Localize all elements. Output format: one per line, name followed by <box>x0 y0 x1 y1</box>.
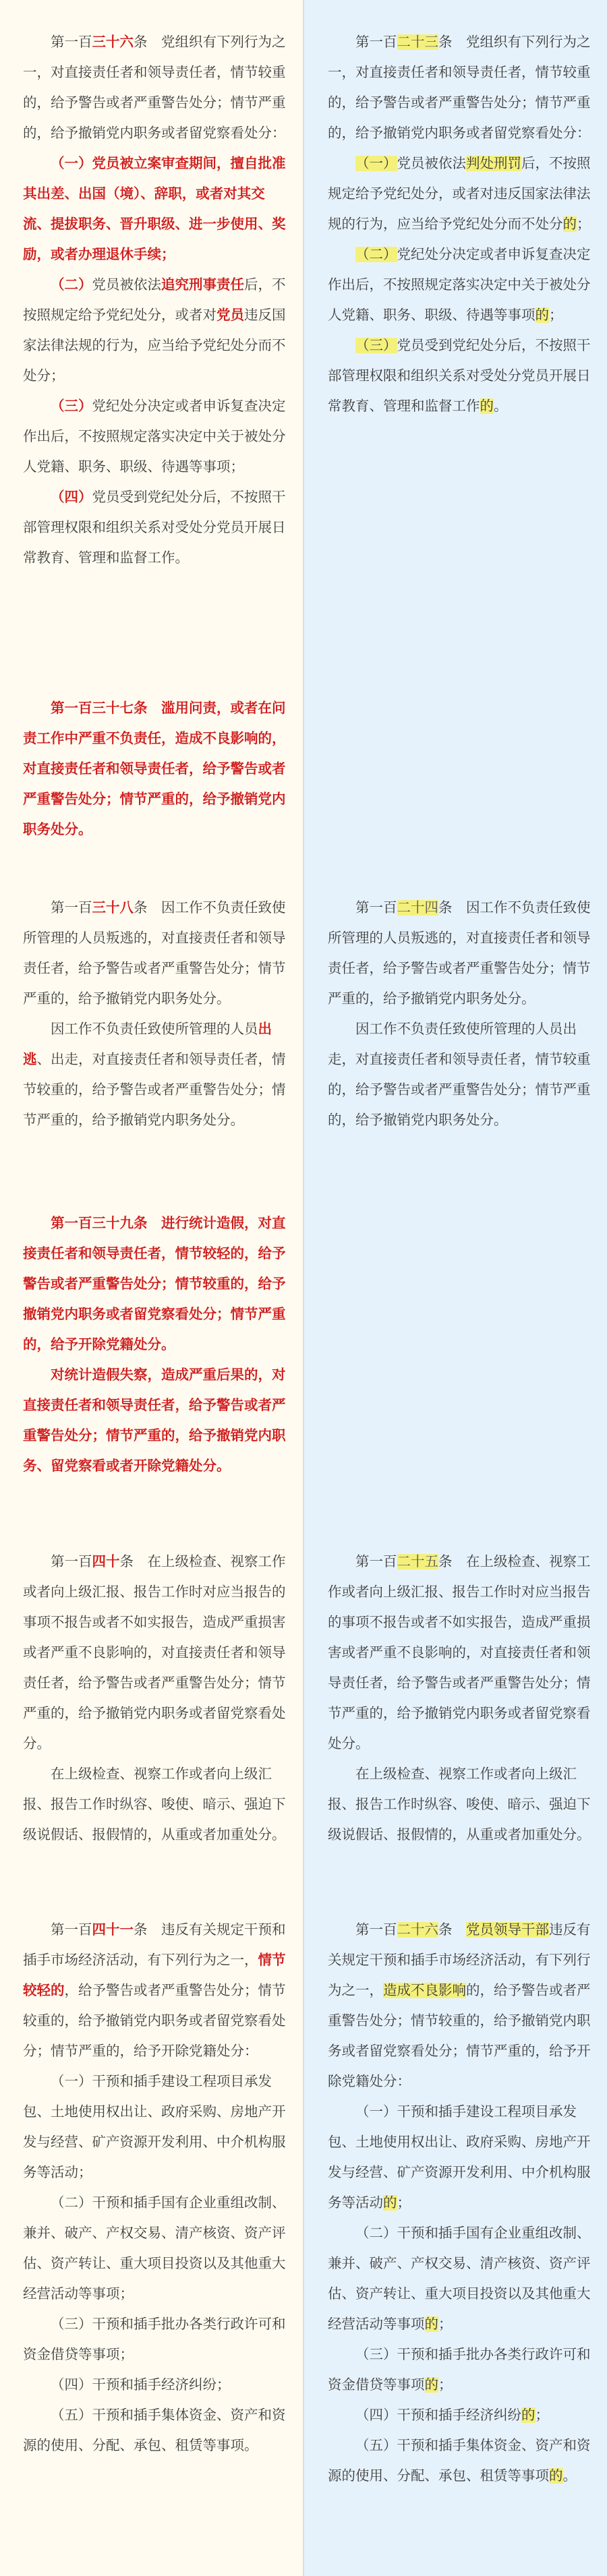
article-123-item-1: （一）党员被依法判处刑罚后，不按照规定给予党纪处分，或者对违反国家法律法规的行为，应当给予党纪处分而不处分的； <box>328 156 591 232</box>
article-123-item-2: （二）党纪处分决定或者申诉复查决定作出后，不按照规定落实决定中关于被处分人党籍、职务、职级、待遇等事项的； <box>328 247 591 323</box>
article-141-intro: 第一百四十一条 违反有关规定干预和插手市场经济活动，有下列行为之一，情节较轻的，给予警告或者严重警告处分；情节较重的，给予撤销党内职务或者留党察看处分；情节严重的，给予开除党籍处分： <box>23 1922 286 2059</box>
article-139 <box>23 1208 286 1481</box>
article-141-item-2: （二）干预和插手国有企业重组改制、兼并、破产、产权交易、清产核资、资产评估、资产转让、重大项目投资以及其他重大经营活动等事项； <box>23 2195 286 2302</box>
article-136-item-1: （一）党员被立案审查期间，擅自批准其出差、出国（境）、辞职，或者对其交流、提拔职务、晋升职级、进一步使用、奖励，或者办理退休手续； <box>23 156 286 262</box>
article-126-intro: 第一百二十六条 党员领导干部违反有关规定干预和插手市场经济活动，有下列行为之一，造成不良影响的，给予警告或者严重警告处分；情节较重的，给予撤销党内职务或者留党察看处分；情节严重的，给予开除党籍处分： <box>328 1922 591 2089</box>
article-126-item-4: （四）干预和插手经济纠纷的； <box>355 2407 549 2423</box>
article-139-para-1: 第一百三十九条 进行统计造假，对直接责任者和领导责任者，情节较轻的，给予警告或者严重警告处分；情节较重的，给予撤销党内职务或者留党察看处分；情节严重的，给予开除党籍处分。 <box>23 1216 286 1352</box>
article-126 <box>328 1915 594 2491</box>
article-136-item-4: （四）党员受到党纪处分后，不按照干部管理权限和组织关系对受处分党员开展日常教育、管理和监督工作。 <box>23 489 286 566</box>
article-126-item-3: （三）干预和插手批办各类行政许可和资金借贷等事项的； <box>328 2347 591 2393</box>
article-138-para-2: 因工作不负责任致使所管理的人员出逃、出走，对直接责任者和领导责任者，情节较重的，给予警告或者严重警告处分；情节严重的，给予撤销党内职务处分。 <box>23 1021 286 1128</box>
article-136 <box>23 27 286 573</box>
article-136-intro: 第一百三十六条 党组织有下列行为之一，对直接责任者和领导责任者，情节较重的，给予警告或者严重警告处分；情节严重的，给予撤销党内职务或者留党察看处分： <box>23 34 286 141</box>
article-140 <box>23 1547 286 1850</box>
article-126-item-5: （五）干预和插手集体资金、资产和资源的使用、分配、承包、租赁等事项的。 <box>328 2438 591 2484</box>
article-141 <box>23 1915 286 2461</box>
article-141-item-4: （四）干预和插手经济纠纷； <box>51 2377 231 2393</box>
article-138 <box>23 893 286 1135</box>
article-124-para-2: 因工作不负责任致使所管理的人员出走，对直接责任者和领导责任者，情节较重的，给予警告或者严重警告处分；情节严重的，给予撤销党内职务处分。 <box>328 1021 591 1128</box>
article-123-item-3: （三）党员受到党纪处分后，不按照干部管理权限和组织关系对受处分党员开展日常教育、管理和监督工作的。 <box>328 338 591 414</box>
article-124 <box>328 893 594 1135</box>
article-125-para-1: 第一百二十五条 在上级检查、视察工作或者向上级汇报、报告工作时对应当报告的事项不报告或者不如实报告，造成严重损害或者严重不良影响的，对直接责任者和领导责任者，给予警告或者严重警告处分；情节严重的，给予撤销党内职务或者留党察看处分。 <box>328 1554 591 1751</box>
article-140-para-1: 第一百四十条 在上级检查、视察工作或者向上级汇报、报告工作时对应当报告的事项不报告或者不如实报告，造成严重损害或者严重不良影响的，对直接责任者和领导责任者，给予警告或者严重警告处分；情节严重的，给予撤销党内职务或者留党察看处分。 <box>23 1554 286 1751</box>
article-125-para-2: 在上级检查、视察工作或者向上级汇报、报告工作时纵容、唆使、暗示、强迫下级说假话、报假情的，从重或者加重处分。 <box>328 1766 591 1843</box>
article-123-intro: 第一百二十三条 党组织有下列行为之一，对直接责任者和领导责任者，情节较重的，给予警告或者严重警告处分；情节严重的，给予撤销党内职务或者留党察看处分： <box>328 34 591 141</box>
article-126-item-2: （二）干预和插手国有企业重组改制、兼并、破产、产权交易、清产核资、资产评估、资产转让、重大项目投资以及其他重大经营活动等事项的； <box>328 2225 591 2332</box>
article-123 <box>328 27 594 421</box>
column-divider <box>303 0 304 2576</box>
article-139-para-2: 对统计造假失察，造成严重后果的，对直接责任者和领导责任者，给予警告或者严重警告处分；情节严重的，给予撤销党内职务、留党察看或者开除党籍处分。 <box>23 1367 286 1474</box>
article-137-text: 第一百三十七条 滥用问责，或者在问责工作中严重不负责任，造成不良影响的，对直接责任者和领导责任者，给予警告或者严重警告处分；情节严重的，给予撤销党内职务处分。 <box>23 700 286 837</box>
article-136-item-3: （三）党纪处分决定或者申诉复查决定作出后，不按照规定落实决定中关于被处分人党籍、职务、职级、待遇等事项； <box>23 398 286 475</box>
article-137 <box>23 693 286 845</box>
article-140-para-2: 在上级检查、视察工作或者向上级汇报、报告工作时纵容、唆使、暗示、强迫下级说假话、报假情的，从重或者加重处分。 <box>23 1766 286 1843</box>
article-141-item-1: （一）干预和插手建设工程项目承发包、土地使用权出让、政府采购、房地产开发与经营、矿产资源开发利用、中介机构服务等活动； <box>23 2074 286 2180</box>
article-124-para-1: 第一百二十四条 因工作不负责任致使所管理的人员叛逃的，对直接责任者和领导责任者，给予警告或者严重警告处分；情节严重的，给予撤销党内职务处分。 <box>328 900 591 1007</box>
article-126-item-1: （一）干预和插手建设工程项目承发包、土地使用权出让、政府采购、房地产开发与经营、矿产资源开发利用、中介机构服务等活动的； <box>328 2104 591 2211</box>
article-141-item-3: （三）干预和插手批办各类行政许可和资金借贷等事项； <box>23 2316 286 2362</box>
article-136-item-2: （二）党员被依法追究刑事责任后，不按照规定给予党纪处分，或者对党员违反国家法律法规的行为，应当给予党纪处分而不处分； <box>23 277 286 384</box>
article-138-para-1: 第一百三十八条 因工作不负责任致使所管理的人员叛逃的，对直接责任者和领导责任者，给予警告或者严重警告处分；情节严重的，给予撤销党内职务处分。 <box>23 900 286 1007</box>
article-141-item-5: （五）干预和插手集体资金、资产和资源的使用、分配、承包、租赁等事项。 <box>23 2407 286 2453</box>
article-125 <box>328 1547 594 1850</box>
